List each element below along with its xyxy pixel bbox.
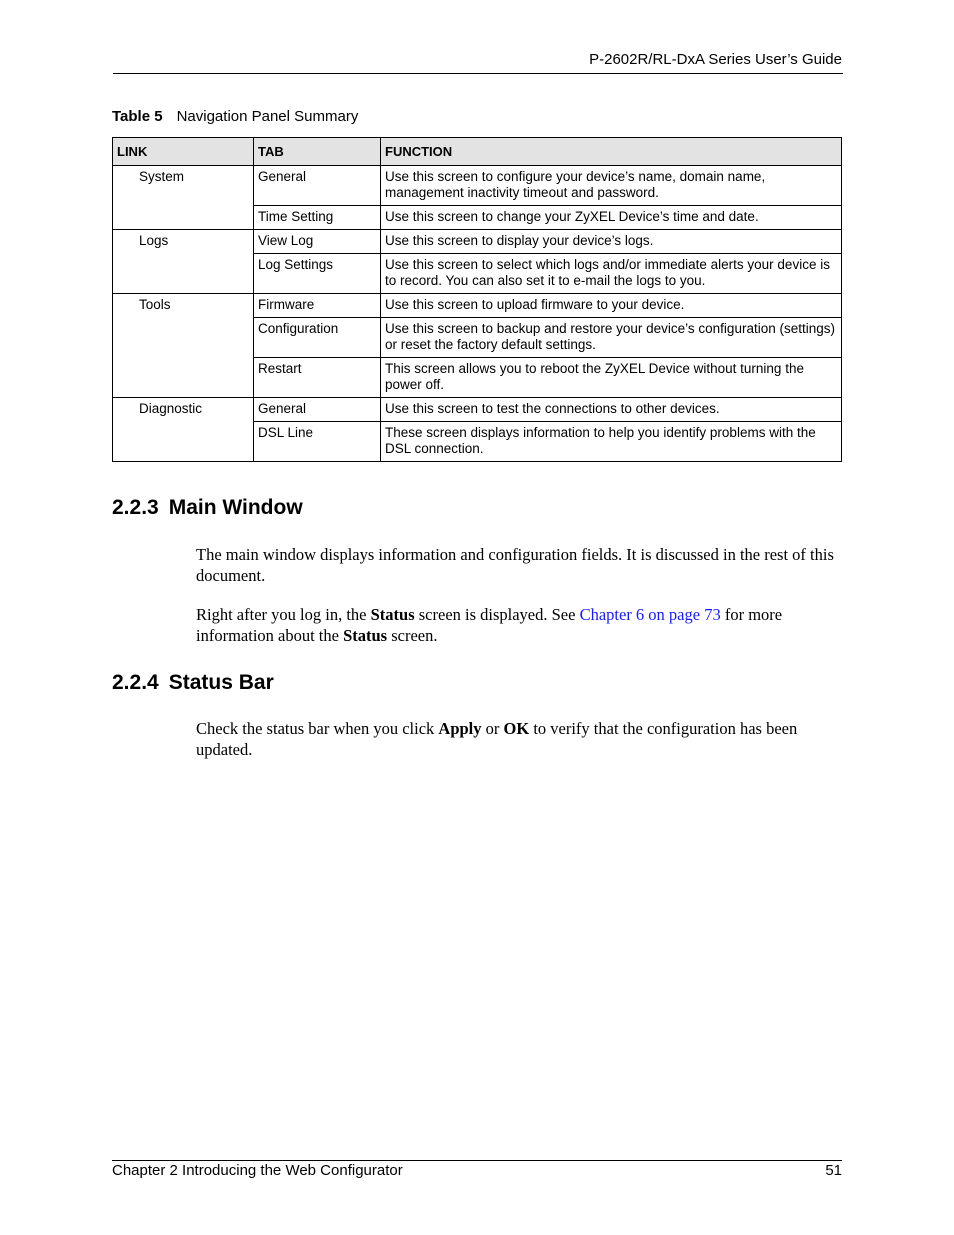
main-window-paragraph-1: The main window displays information and configuration fields. It is discussed in the rest of this document. <box>196 545 834 585</box>
function-cell: Use this screen to change your ZyXEL Device’s time and date. <box>381 206 842 230</box>
footer-page-number: 51 <box>825 1162 842 1179</box>
tab-cell: Firmware <box>254 294 381 318</box>
table-row <box>113 294 842 318</box>
function-cell: Use this screen to display your device’s logs. <box>381 230 842 254</box>
main-window-paragraph-2 <box>196 604 846 646</box>
function-cell: These screen displays information to help you identify problems with the DSL connection. <box>381 422 842 462</box>
column-header-function: FUNCTION <box>381 138 842 166</box>
function-cell: Use this screen to upload firmware to your device. <box>381 294 842 318</box>
tab-cell: DSL Line <box>254 422 381 462</box>
status-bar-paragraph <box>196 718 846 760</box>
section-number: 2.2.3 <box>112 496 159 519</box>
text-run: Right after you log in, the <box>196 605 371 624</box>
text-run: to verify that the configuration has been updated. <box>196 719 798 759</box>
chapter-6-link[interactable]: Chapter 6 on page 73 <box>579 605 721 624</box>
section-title: Status Bar <box>168 671 274 694</box>
column-header-tab: TAB <box>254 138 381 166</box>
tab-cell: Configuration <box>254 318 381 358</box>
function-cell: Use this screen to test the connections to other devices. <box>381 398 842 422</box>
text-run: screen is displayed. See <box>414 605 580 624</box>
link-cell: Logs <box>113 230 254 294</box>
text-run: or <box>481 719 504 738</box>
table-caption-label: Table 5 <box>112 108 163 125</box>
link-cell: Tools <box>113 294 254 398</box>
header-rule <box>113 73 843 74</box>
function-cell: Use this screen to configure your device’s name, domain name, management inactivity timeout and password. <box>381 166 842 206</box>
tab-cell: General <box>254 166 381 206</box>
table-caption <box>112 108 358 125</box>
running-header: P-2602R/RL-DxA Series User’s Guide <box>589 51 842 68</box>
bold-term-status: Status <box>370 605 415 624</box>
link-cell: Diagnostic <box>113 398 254 462</box>
tab-cell: Log Settings <box>254 254 381 294</box>
section-heading-main-window <box>112 496 303 520</box>
table-row <box>113 166 842 206</box>
column-header-link: LINK <box>113 138 254 166</box>
table-caption-title: Navigation Panel Summary <box>176 108 359 125</box>
footer-rule <box>112 1160 842 1161</box>
bold-term-status: Status <box>343 626 388 645</box>
function-cell: Use this screen to select which logs and/or immediate alerts your device is to record. You can also set it to e-mail the logs to you. <box>381 254 842 294</box>
table-header-row <box>113 138 842 166</box>
tab-cell: View Log <box>254 230 381 254</box>
link-cell: System <box>113 166 254 230</box>
function-cell: Use this screen to backup and restore your device’s configuration (settings) or reset the factory default settings. <box>381 318 842 358</box>
section-heading-status-bar <box>112 671 274 695</box>
tab-cell: Restart <box>254 358 381 398</box>
section-number: 2.2.4 <box>112 671 159 694</box>
text-run: screen. <box>387 626 438 645</box>
function-cell: This screen allows you to reboot the ZyXEL Device without turning the power off. <box>381 358 842 398</box>
table-row <box>113 398 842 422</box>
text-run: Check the status bar when you click <box>196 719 439 738</box>
text-run: for more information about the <box>196 605 783 645</box>
tab-cell: Time Setting <box>254 206 381 230</box>
footer-chapter: Chapter 2 Introducing the Web Configurator <box>112 1162 403 1179</box>
tab-cell: General <box>254 398 381 422</box>
bold-term-apply: Apply <box>438 719 482 738</box>
navigation-panel-table <box>112 137 842 462</box>
table-row <box>113 230 842 254</box>
bold-term-ok: OK <box>503 719 530 738</box>
section-title: Main Window <box>168 496 303 519</box>
